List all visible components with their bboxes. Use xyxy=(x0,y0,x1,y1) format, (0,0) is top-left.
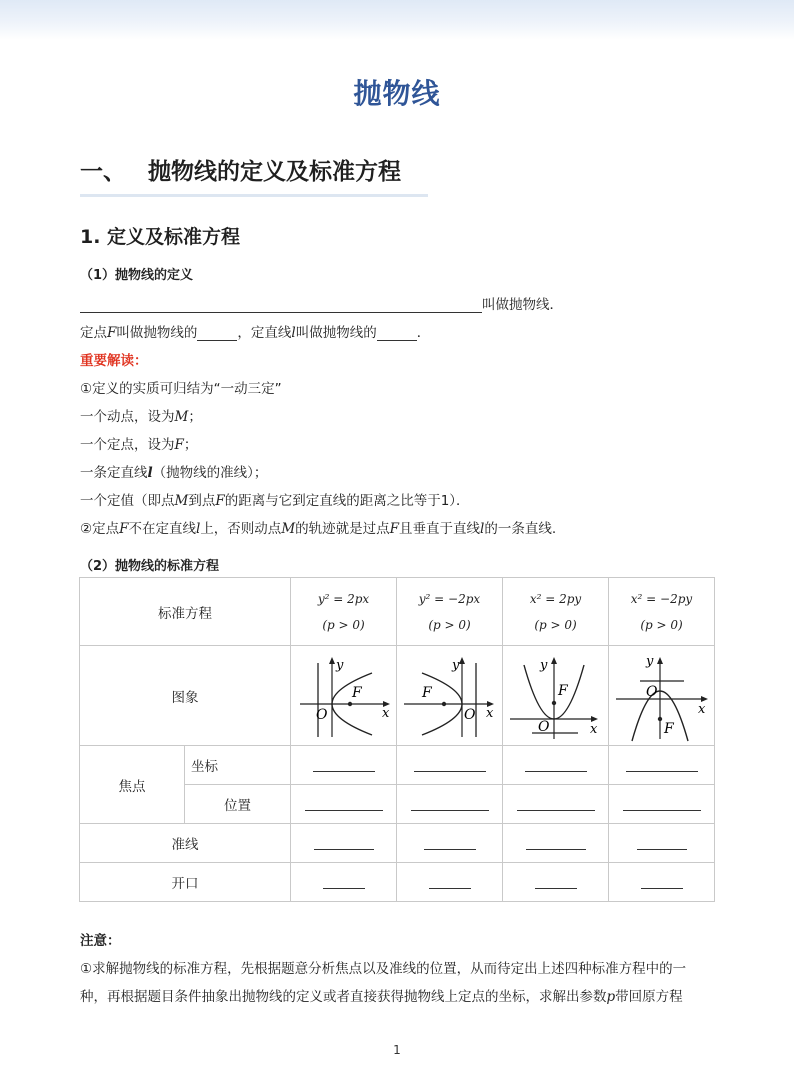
table-row-opening xyxy=(80,863,715,902)
text-fragment: 不在定直线 xyxy=(128,521,196,537)
answer-blank xyxy=(323,876,365,889)
answer-cell xyxy=(503,863,609,902)
note-line-2 xyxy=(80,405,202,425)
equation: y² = −2px xyxy=(418,591,481,606)
section-heading xyxy=(80,153,401,186)
text-fragment: 一个动点，设为 xyxy=(80,409,175,425)
math-var: p xyxy=(606,989,616,1005)
text-fragment: 的一条直线. xyxy=(484,521,557,537)
y-axis-label: y xyxy=(645,653,653,669)
section-underline xyxy=(80,194,428,197)
origin-label: O xyxy=(537,718,549,735)
text-fragment: 一个定值（即点 xyxy=(80,493,175,509)
row-label-equation: 标准方程 xyxy=(80,578,291,646)
math-var: l xyxy=(480,521,485,537)
answer-blank xyxy=(411,798,489,811)
origin-label: O xyxy=(463,706,475,723)
answer-cell xyxy=(609,785,715,824)
math-var: F xyxy=(389,521,400,537)
origin-label: O xyxy=(315,706,327,723)
answer-blank xyxy=(623,798,701,811)
x-axis-label: x xyxy=(697,701,705,717)
note-line-4 xyxy=(80,461,267,481)
equation-cell xyxy=(503,578,609,646)
equation: x² = −2py xyxy=(630,591,693,606)
text-fragment: 叫做抛物线的 xyxy=(116,325,198,341)
table-row-focus-coord xyxy=(80,746,715,785)
answer-blank xyxy=(525,759,587,772)
text-fragment: （抛物线的准线）； xyxy=(152,465,268,481)
text-fragment: 且垂直于直线 xyxy=(399,521,481,537)
part1-heading: （1）抛物线的定义 xyxy=(80,268,194,283)
text-fragment: 叫做抛物线的 xyxy=(295,325,377,341)
math-var: F xyxy=(215,493,225,509)
answer-blank xyxy=(305,798,383,811)
answer-cell xyxy=(291,746,397,785)
answer-cell xyxy=(609,824,715,863)
answer-blank xyxy=(517,798,595,811)
y-axis-label: y xyxy=(451,657,459,673)
math-var: M xyxy=(281,521,296,537)
section-title: 抛物线的定义及标准方程 xyxy=(148,159,401,185)
answer-blank xyxy=(424,837,476,850)
math-var: F xyxy=(119,521,129,537)
parabola-left-graph xyxy=(400,649,500,743)
text-fragment: ； xyxy=(183,437,198,453)
part2-heading: （2）抛物线的标准方程 xyxy=(80,559,220,574)
math-var: M xyxy=(174,493,189,509)
equation: y² = 2px xyxy=(317,591,370,606)
answer-blank xyxy=(535,876,577,889)
note-line-3 xyxy=(80,433,197,453)
text-fragment: ； xyxy=(188,409,202,425)
definition-suffix: 叫做抛物线． xyxy=(482,297,563,313)
answer-cell xyxy=(291,863,397,902)
focus-label: F xyxy=(421,684,432,701)
answer-cell xyxy=(397,863,503,902)
text-fragment: 的距离与它到定直线的距离之比等于1）． xyxy=(224,493,470,509)
text-fragment: 的轨迹就是过点 xyxy=(295,521,390,537)
answer-cell xyxy=(503,824,609,863)
subsection-title: 1. 定义及标准方程 xyxy=(80,226,241,248)
text-fragment: 一条定直线 xyxy=(80,465,148,481)
row-label-graph: 图象 xyxy=(80,646,291,746)
definition-blank xyxy=(80,298,482,313)
text-fragment: 到点 xyxy=(188,493,216,509)
answer-cell xyxy=(503,785,609,824)
note-label: 重要解读： xyxy=(80,353,148,369)
answer-cell xyxy=(397,785,503,824)
table-row-graph xyxy=(80,646,715,746)
x-axis-label: x xyxy=(485,705,493,721)
condition: (p > 0) xyxy=(534,617,577,632)
focus-label: F xyxy=(557,682,568,699)
answer-cell xyxy=(503,746,609,785)
row-label-coord: 坐标 xyxy=(185,746,291,785)
text-fragment: ． xyxy=(416,325,431,341)
text-fragment: ，定直线 xyxy=(237,325,292,341)
math-var: l xyxy=(291,325,296,341)
page-title: 抛物线 xyxy=(353,77,441,110)
answer-blank xyxy=(414,759,486,772)
row-label-directrix: 准线 xyxy=(80,824,291,863)
text-fragment: 一个定点，设为 xyxy=(80,437,175,453)
section-number: 一、 xyxy=(80,159,126,185)
y-axis-label: y xyxy=(539,657,547,673)
math-var: l xyxy=(147,465,153,481)
answer-cell xyxy=(397,746,503,785)
text-fragment: ②定点 xyxy=(80,521,120,537)
x-axis-label: x xyxy=(589,721,597,737)
answer-blank xyxy=(429,876,471,889)
answer-cell xyxy=(609,746,715,785)
answer-blank xyxy=(526,837,586,850)
x-axis-label: x xyxy=(381,705,389,721)
focus-label: F xyxy=(351,684,362,701)
graph-cell xyxy=(397,646,503,746)
graph-cell xyxy=(503,646,609,746)
equation-cell xyxy=(397,578,503,646)
answer-cell xyxy=(609,863,715,902)
text-fragment: 定点 xyxy=(80,325,107,341)
math-var: F xyxy=(174,437,184,453)
answer-cell xyxy=(291,824,397,863)
text-fragment: 带回原方程 xyxy=(615,989,683,1005)
header-band xyxy=(0,0,794,40)
parabola-down-graph xyxy=(612,649,712,743)
attention-line-1: ①求解抛物线的标准方程，先根据题意分析焦点以及准线的位置，从而待定出上述四种标准方程中的一 xyxy=(80,961,687,977)
answer-blank xyxy=(626,759,698,772)
text-fragment: 上，否则动点 xyxy=(200,521,282,537)
graph-cell xyxy=(609,646,715,746)
equation: x² = 2py xyxy=(529,591,582,606)
answer-blank xyxy=(313,759,375,772)
answer-blank xyxy=(641,876,683,889)
focus-directrix-line xyxy=(80,321,430,341)
directrix-blank xyxy=(377,326,417,341)
attention-label: 注意： xyxy=(80,933,121,949)
focus-blank xyxy=(197,326,237,341)
row-label-position: 位置 xyxy=(185,785,291,824)
definition-line xyxy=(80,293,563,313)
math-var: F xyxy=(107,325,117,341)
answer-blank xyxy=(314,837,374,850)
standard-equation-table xyxy=(79,577,715,902)
note-line-1: ①定义的实质可归结为“一动三定” xyxy=(80,381,282,397)
table-row-equation xyxy=(80,578,715,646)
text-fragment: 种，再根据题目条件抽象出抛物线的定义或者直接获得抛物线上定点的坐标，求解出参数 xyxy=(80,989,607,1005)
math-var: l xyxy=(195,521,201,537)
equation-cell xyxy=(609,578,715,646)
equation-cell xyxy=(291,578,397,646)
page-number: 1 xyxy=(393,1043,401,1057)
condition: (p > 0) xyxy=(640,617,683,632)
parabola-right-graph xyxy=(294,649,394,743)
answer-cell xyxy=(291,785,397,824)
answer-blank xyxy=(637,837,687,850)
note-line-6 xyxy=(80,517,556,537)
answer-cell xyxy=(397,824,503,863)
parabola-up-graph xyxy=(506,649,606,743)
y-axis-label: y xyxy=(335,657,343,673)
condition: (p > 0) xyxy=(428,617,471,632)
graph-cell xyxy=(291,646,397,746)
note-line-5 xyxy=(80,489,470,509)
condition: (p > 0) xyxy=(322,617,365,632)
row-label-focus: 焦点 xyxy=(80,746,185,824)
focus-label: F xyxy=(663,720,674,737)
row-label-opening: 开口 xyxy=(80,863,291,902)
math-var: M xyxy=(174,409,189,425)
table-row-directrix xyxy=(80,824,715,863)
attention-line-2 xyxy=(80,985,683,1005)
origin-label: O xyxy=(645,683,657,700)
